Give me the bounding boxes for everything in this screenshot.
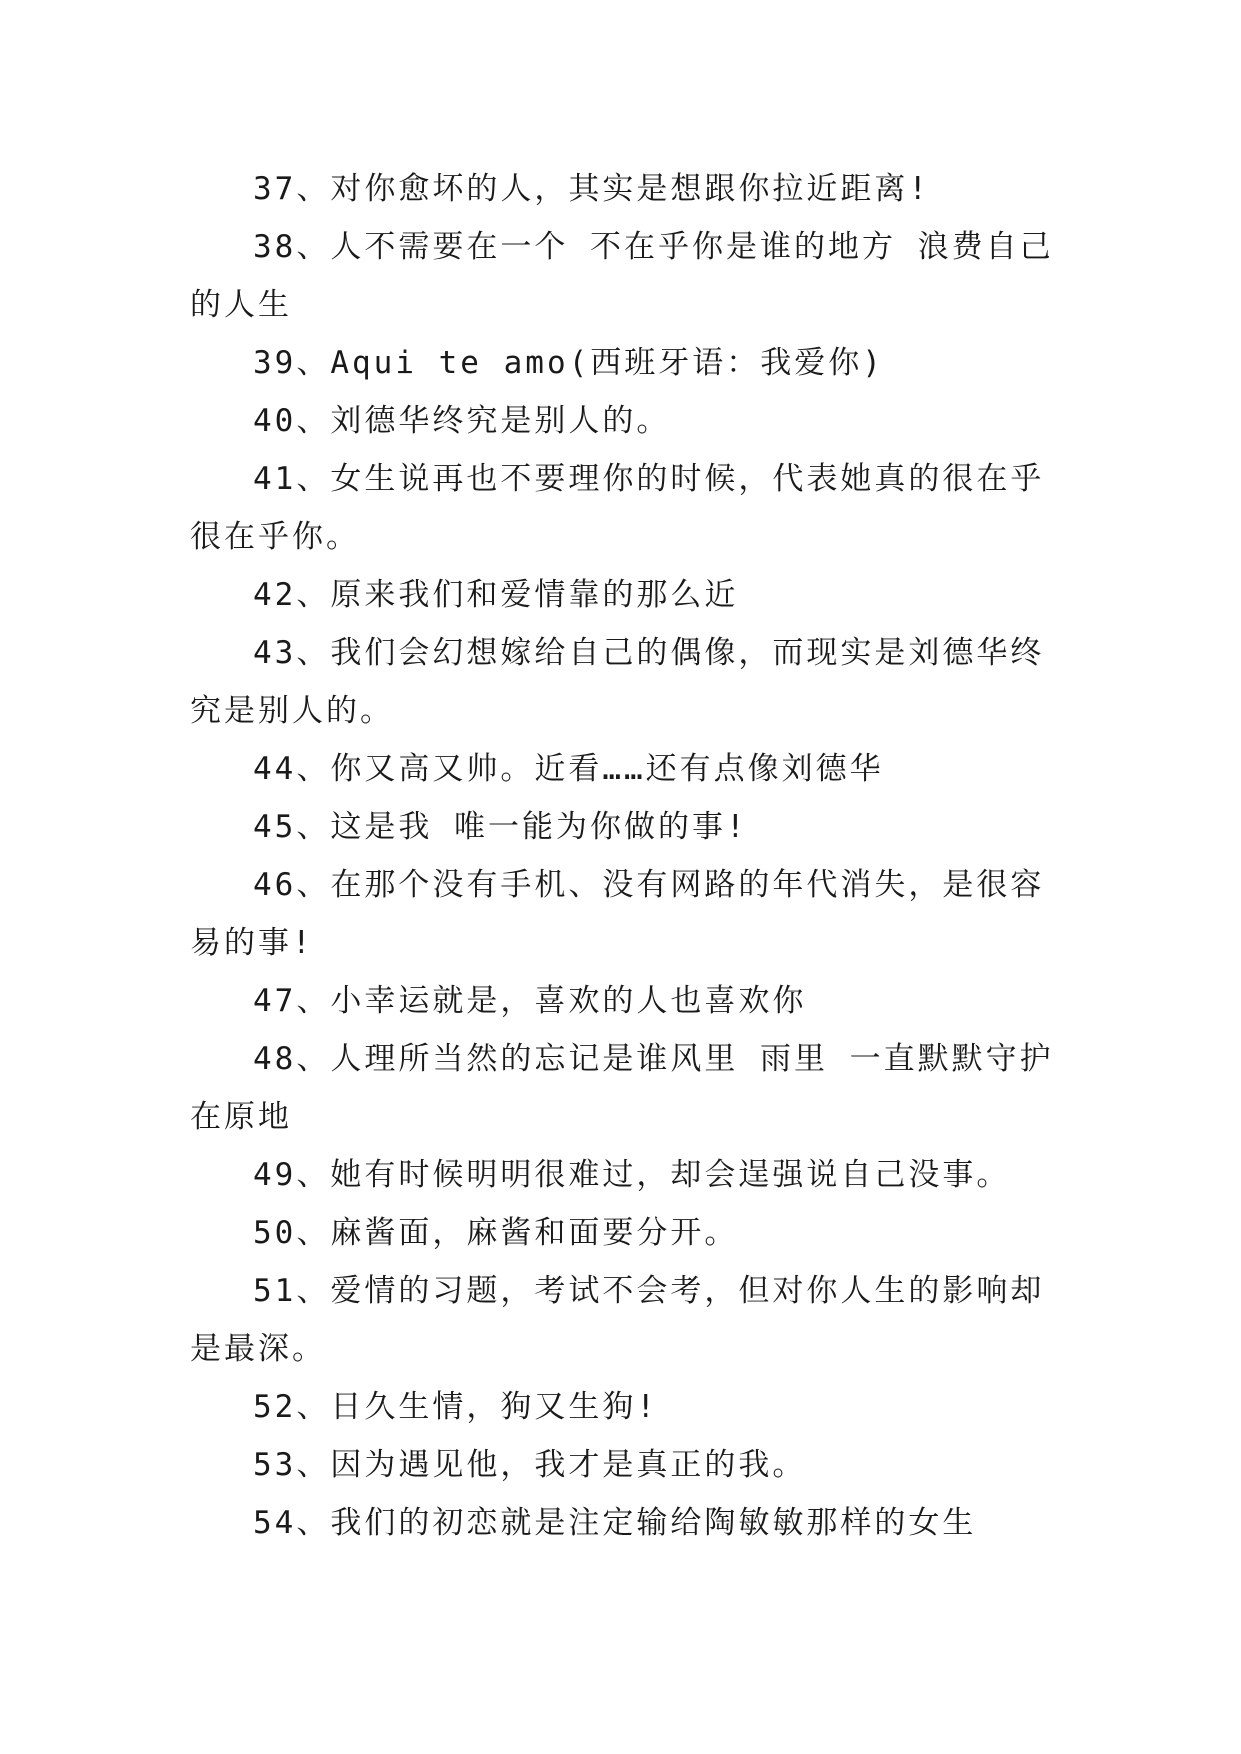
- paragraph-43: 43、我们会幻想嫁给自己的偶像，而现实是刘德华终究是别人的。: [190, 635, 1045, 729]
- paragraph-40: 40、刘德华终究是别人的。: [253, 403, 671, 439]
- paragraph-51: 51、爱情的习题，考试不会考，但对你人生的影响却是最深。: [190, 1273, 1045, 1367]
- paragraph-48: 48、人理所当然的忘记是谁风里 雨里 一直默默守护在原地: [190, 1041, 1054, 1135]
- paragraph-39: 39、Aqui te amo(西班牙语：我爱你): [253, 345, 884, 381]
- paragraph-42: 42、原来我们和爱情靠的那么近: [253, 577, 739, 613]
- paragraph-45: 45、这是我 唯一能为你做的事!: [253, 809, 748, 845]
- document-body: [190, 160, 1065, 1552]
- paragraph-37: 37、对你愈坏的人，其实是想跟你拉近距离!: [253, 171, 930, 207]
- paragraph-46: 46、在那个没有手机、没有网路的年代消失，是很容易的事!: [190, 867, 1045, 961]
- paragraph-52: 52、日久生情，狗又生狗!: [253, 1389, 658, 1425]
- paragraph-41: 41、女生说再也不要理你的时候，代表她真的很在乎很在乎你。: [190, 461, 1045, 555]
- paragraph-54: 54、我们的初恋就是注定输给陶敏敏那样的女生: [253, 1505, 977, 1541]
- paragraph-44: 44、你又高又帅。近看……还有点像刘德华: [253, 751, 884, 787]
- paragraph-50: 50、麻酱面，麻酱和面要分开。: [253, 1215, 739, 1251]
- paragraph-53: 53、因为遇见他，我才是真正的我。: [253, 1447, 807, 1483]
- paragraph-47: 47、小幸运就是，喜欢的人也喜欢你: [253, 983, 807, 1019]
- paragraph-38: 38、人不需要在一个 不在乎你是谁的地方 浪费自己的人生: [190, 229, 1054, 323]
- paragraph-49: 49、她有时候明明很难过，却会逞强说自己没事。: [253, 1157, 1011, 1193]
